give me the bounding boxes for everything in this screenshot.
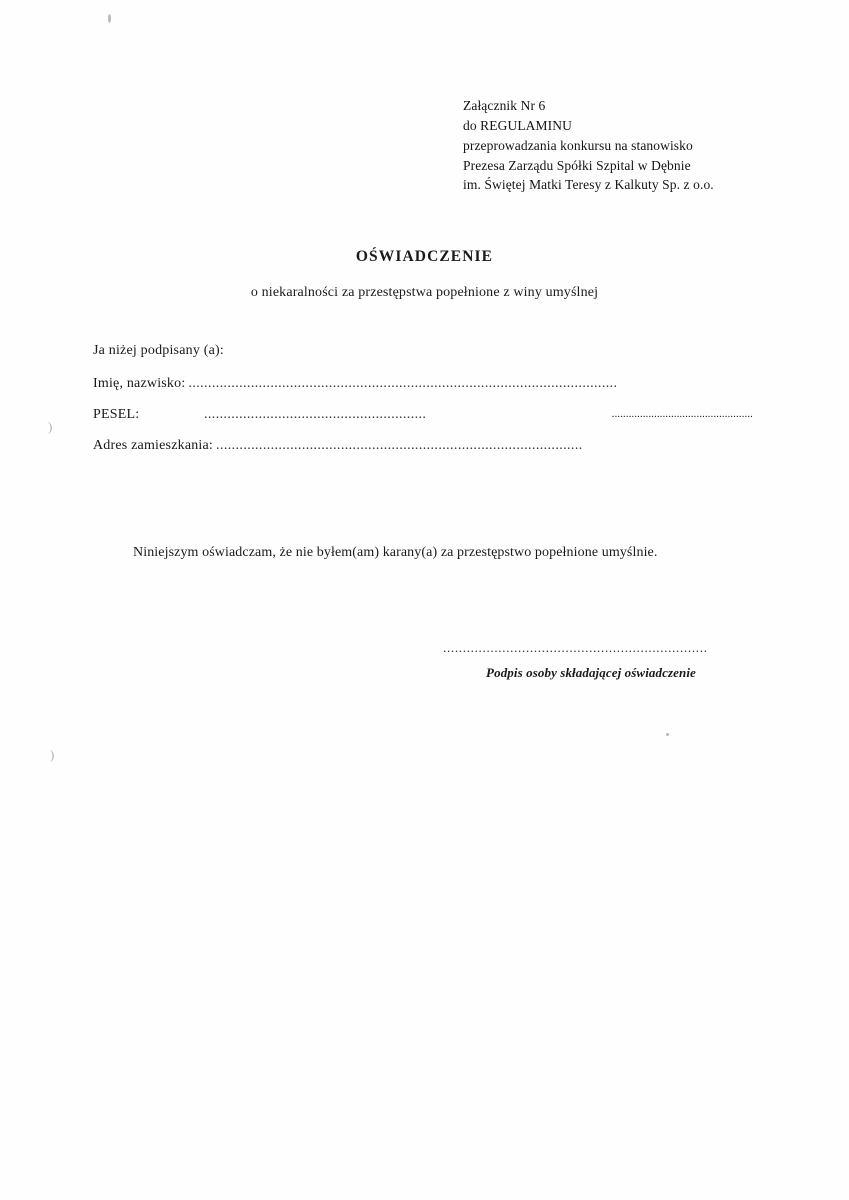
field-row-address [93,438,753,454]
header-reference-block [463,96,714,195]
field-row-pesel [93,407,753,423]
header-line-2: do REGULAMINU [463,117,572,133]
field-input-pesel-continued[interactable]: .................................................. [611,409,753,420]
header-line-4: Prezesa Zarządu Spółki Szpital w Dębnie [463,157,691,173]
statement-text: Niniejszym oświadczam, że nie byłem(am) karany(a) za przestępstwo popełnione umyślnie. [133,545,658,560]
scan-speck [666,733,669,736]
header-line-3: przeprowadzania konkursu na stanowisko [463,137,693,153]
scan-speck [108,14,111,23]
lead-text: Ja niżej podpisany (a): [93,343,224,358]
field-row-name [93,376,753,392]
field-input-address[interactable]: .............................................................................................. [216,438,583,453]
field-label-address: Adres zamieszkania: [93,438,214,453]
field-label-pesel: PESEL: [93,407,140,422]
margin-mark-lower: ) [50,747,55,762]
header-line-5: im. Świętej Matki Teresy z Kalkuty Sp. z o.o. [463,177,714,193]
field-input-pesel[interactable]: ......................................................... [204,407,427,422]
field-label-name: Imię, nazwisko: [93,376,186,391]
header-line-1: Załącznik Nr 6 [463,98,546,113]
signature-caption: Podpis osoby składającej oświadczenie [486,665,696,680]
field-input-name[interactable]: .............................................................................................................. [188,376,618,391]
page-subtitle: o niekaralności za przestępstwa popełnione z winy umyślnej [250,285,599,300]
form-area [93,343,753,469]
margin-mark-upper: ) [48,419,53,434]
signature-line[interactable]: ................................................................... [443,640,708,655]
page-title: OŚWIADCZENIE [355,248,494,265]
